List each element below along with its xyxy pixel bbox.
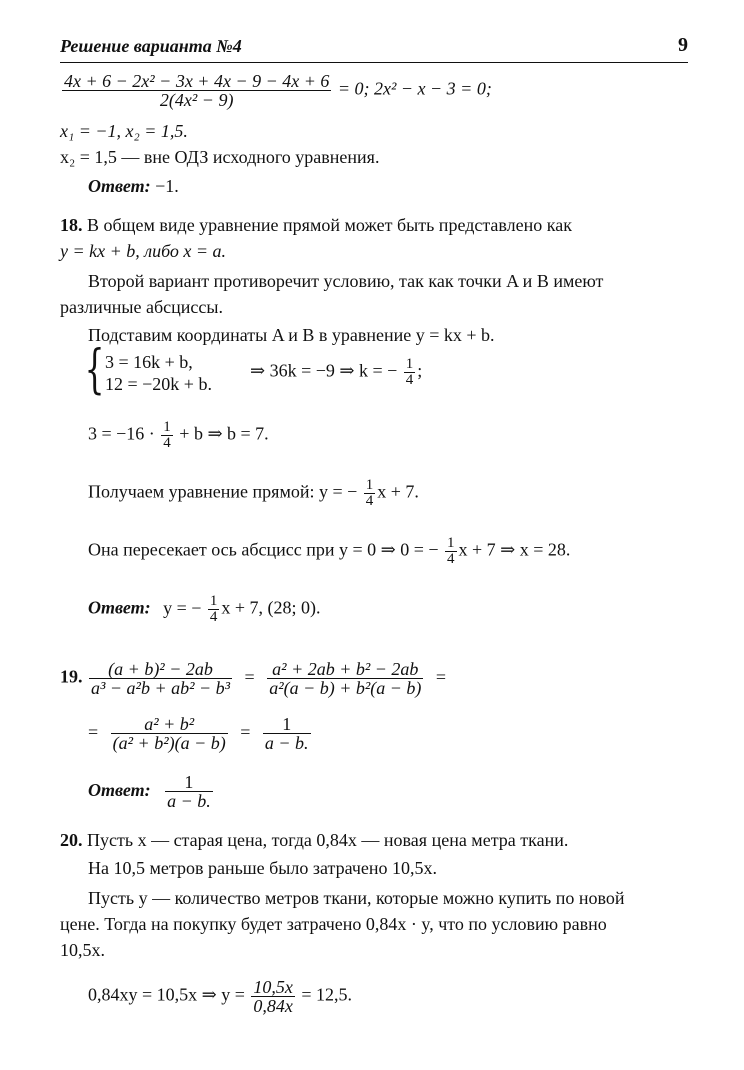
top-fraction: $\frac{\text{4x + 6 − 2x² − 3x + 4x − 9 − 4x + 6}}{\text{2(4x² − 9)}}$ — [64, 71, 330, 110]
p18-line3: Второй вариант противоречит условию, так как точки A и B имеют — [88, 271, 604, 291]
top-equation-rest: = 0; 2x² − x − 3 = 0; — [337, 78, 492, 99]
p19-line1: 19. $\frac{\text{(a + b)² − 2ab}}{\text{a³ − a²b + ab² − b³}}$ = $\frac{\text{a² + 2ab + b² − 2ab}}{\text{a²(a − b) + b²(a − b)}}$ = — [60, 659, 447, 698]
system-eq1: 3 = 16k + b, — [105, 352, 193, 372]
p19-line2: = $\frac{\text{a² + b²}}{\text{(a² + b²)(a − b)}}$ = $\frac{1}{a - b.}$ — [88, 714, 309, 753]
system-eq2: 12 = −20k + b. — [105, 374, 212, 394]
answer-19: Ответ: $\frac{1}{a - b.}$ — [88, 772, 211, 811]
header-title: Решение варианта №4 — [60, 36, 242, 56]
answer-18: Ответ: y = − $\frac{1}{4}$ x + 7, (28; 0). — [88, 593, 321, 625]
page-number: 9 — [678, 34, 688, 56]
p18-line4: различные абсциссы. — [60, 297, 223, 317]
p18-line2: y = kx + b, либо x = a. — [60, 241, 227, 261]
answer-17 — [88, 175, 179, 197]
p18-number: 18. — [60, 215, 83, 235]
k-fraction: $\frac{1}{4}$ — [405, 356, 414, 388]
intersect-line: Она пересекает ось абсцисс при y = 0 ⇒ 0 = − $\frac{1}{4}$ x + 7 ⇒ x = 28. — [88, 535, 571, 567]
system-result: ⇒ 36k = −9 ⇒ k = − $\frac{1}{4}$ ; — [250, 356, 423, 388]
page-header — [60, 34, 688, 63]
p20-line2: На 10,5 метров раньше было затрачено 10,5x. — [88, 858, 438, 878]
answer-label: Ответ: — [88, 176, 151, 196]
answer-value: −1. — [155, 176, 179, 196]
p20-number: 20. — [60, 830, 83, 850]
system-brace: { — [84, 340, 105, 400]
p20-line1: 20. Пусть x — старая цена, тогда 0,84x — новая цена метра ткани. — [60, 830, 569, 850]
p18-line1: 18. В общем виде уравнение прямой может быть представлено как — [60, 215, 572, 235]
p20-equation: 0,84xy = 10,5x ⇒ y = $\frac{10,5x}{0,84x}$ = 12,5. — [88, 977, 353, 1016]
top-equation — [60, 72, 492, 109]
p19-number: 19. — [60, 666, 83, 687]
p20-line3: Пусть y — количество метров ткани, которые можно купить по новой — [88, 888, 625, 908]
p18-line5: Подставим координаты A и B в уравнение y = kx + b. — [88, 325, 495, 345]
line-equation: Получаем уравнение прямой: y = − $\frac{1}{4}$ x + 7. — [88, 477, 419, 509]
p20-line5: 10,5x. — [60, 940, 105, 960]
b-line: 3 = −16 · $\frac{1}{4}$ + b ⇒ b = 7. — [88, 419, 269, 451]
roots-line: x₁ = −1, x₂ = 1,5. — [60, 121, 188, 141]
p20-line4: цене. Тогда на покупку будет затрачено 0,84x · y, что по условию равно — [60, 914, 607, 934]
odz-line: x₂ = 1,5 — вне ОДЗ исходного уравнения. — [60, 147, 380, 167]
